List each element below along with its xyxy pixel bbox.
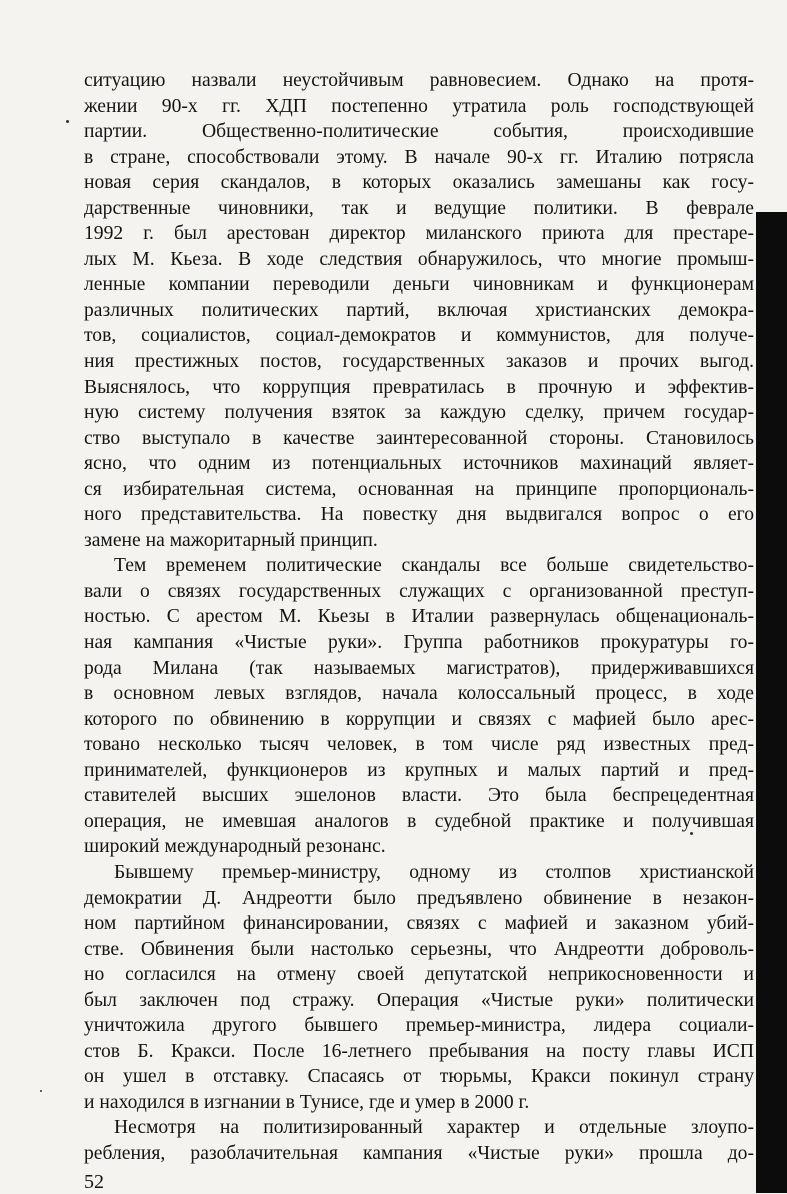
text-line: жении 90-х гг. ХДП постепенно утратила роль господствующей bbox=[84, 95, 754, 117]
text-line: ребления, разоблачительная кампания «Чистые руки» прошла до- bbox=[84, 1142, 754, 1164]
text-line: но согласился на отмену своей депутатской неприкосновенности и bbox=[84, 964, 754, 986]
text-line: широкий международный резонанс. bbox=[84, 836, 386, 858]
text-line: новая серия скандалов, в которых оказались замешаны как госу- bbox=[84, 172, 754, 194]
text-line: замене на мажоритарный принцип. bbox=[84, 529, 378, 551]
text-line: ного представительства. На повестку дня выдвигался вопрос о его bbox=[84, 504, 754, 526]
text-line: ную систему получения взяток за каждую сделку, причем государ- bbox=[84, 402, 754, 424]
text-line: дарственные чиновники, так и ведущие политики. В феврале bbox=[84, 197, 754, 219]
text-line: стов Б. Кракси. После 16-летнего пребывания на посту главы ИСП bbox=[84, 1040, 754, 1062]
text-line: Бывшему премьер-министру, одному из столпов христианской bbox=[114, 861, 754, 883]
text-line: ном партийном финансировании, связях с мафией и заказном убий- bbox=[84, 913, 754, 935]
text-line: в основном левых взглядов, начала колоссальный процесс, в ходе bbox=[84, 683, 754, 705]
paragraph bbox=[84, 860, 754, 1115]
text-line: ся избирательная система, основанная на принципе пропорциональ- bbox=[84, 478, 754, 500]
text-line: Несмотря на политизированный характер и отдельные злоупо- bbox=[114, 1117, 754, 1139]
text-line: уничтожила другого бывшего премьер-министра, лидера социали- bbox=[84, 1015, 754, 1037]
paragraph bbox=[84, 1115, 754, 1166]
text-line: рода Милана (так называемых магистратов), придерживавшихся bbox=[84, 657, 754, 679]
paragraph bbox=[84, 553, 754, 860]
text-line: ясно, что одним из потенциальных источников махинаций являет- bbox=[84, 453, 754, 475]
scan-speck bbox=[690, 832, 693, 835]
text-line: и находился в изгнании в Тунисе, где и умер в 2000 г. bbox=[84, 1091, 530, 1113]
text-line: принимателей, функционеров из крупных и малых партий и пред- bbox=[84, 759, 754, 781]
text-line: партии. Общественно-политические события, происходившие bbox=[84, 121, 754, 143]
text-line: ситуацию назвали неустойчивым равновесием. Однако на протя- bbox=[84, 70, 754, 91]
text-line: ленные компании переводили деньги чиновникам и функционерам bbox=[84, 274, 754, 296]
text-line: стве. Обвинения были настолько серьезны, что Андреотти доброволь- bbox=[84, 938, 754, 960]
text-line: Тем временем политические скандалы все больше свидетельство- bbox=[114, 555, 754, 577]
text-line: ная кампания «Чистые руки». Группа работников прокуратуры го- bbox=[84, 632, 754, 654]
text-line: которого по обвинению в коррупции и связях с мафией было арес- bbox=[84, 708, 754, 730]
text-line: вали о связях государственных служащих с организованной преступ- bbox=[84, 580, 754, 602]
text-line: ностью. С арестом М. Кьезы в Италии развернулась общенациональ- bbox=[84, 606, 754, 628]
scan-speck bbox=[40, 1090, 42, 1092]
scan-speck bbox=[66, 120, 69, 123]
page-number: 52 bbox=[84, 1171, 104, 1193]
text-line: Выяснялось, что коррупция превратилась в прочную и эффектив- bbox=[84, 376, 754, 398]
page-body bbox=[84, 68, 754, 1167]
text-line: 1992 г. был арестован директор миланского приюта для престаре- bbox=[84, 223, 754, 245]
text-line: демократии Д. Андреотти было предъявлено обвинение в незакон- bbox=[84, 887, 754, 909]
text-line: тов, социалистов, социал-демократов и коммунистов, для получе- bbox=[84, 325, 754, 347]
text-line: в стране, способствовали этому. В начале 90-х гг. Италию потрясла bbox=[84, 146, 754, 168]
text-line: товано несколько тысяч человек, в том числе ряд известных пред- bbox=[84, 734, 754, 756]
text-line: ставителей высших эшелонов власти. Это была беспрецедентная bbox=[84, 785, 754, 807]
text-line: лых М. Кьеза. В ходе следствия обнаружилось, что многие промыш- bbox=[84, 248, 754, 270]
text-line: он ушел в отставку. Спасаясь от тюрьмы, Кракси покинул страну bbox=[84, 1066, 754, 1088]
text-line: операция, не имевшая аналогов в судебной практике и получившая bbox=[84, 810, 754, 832]
text-line: ство выступало в качестве заинтересованной стороны. Становилось bbox=[84, 427, 754, 449]
text-line: ния престижных постов, государственных заказов и прочих выгод. bbox=[84, 351, 754, 373]
text-line: был заключен под стражу. Операция «Чистые руки» политически bbox=[84, 989, 754, 1011]
text-line: различных политических партий, включая христианских демокра- bbox=[84, 299, 754, 321]
scan-edge-shadow bbox=[756, 212, 787, 1193]
paragraph bbox=[84, 68, 754, 553]
